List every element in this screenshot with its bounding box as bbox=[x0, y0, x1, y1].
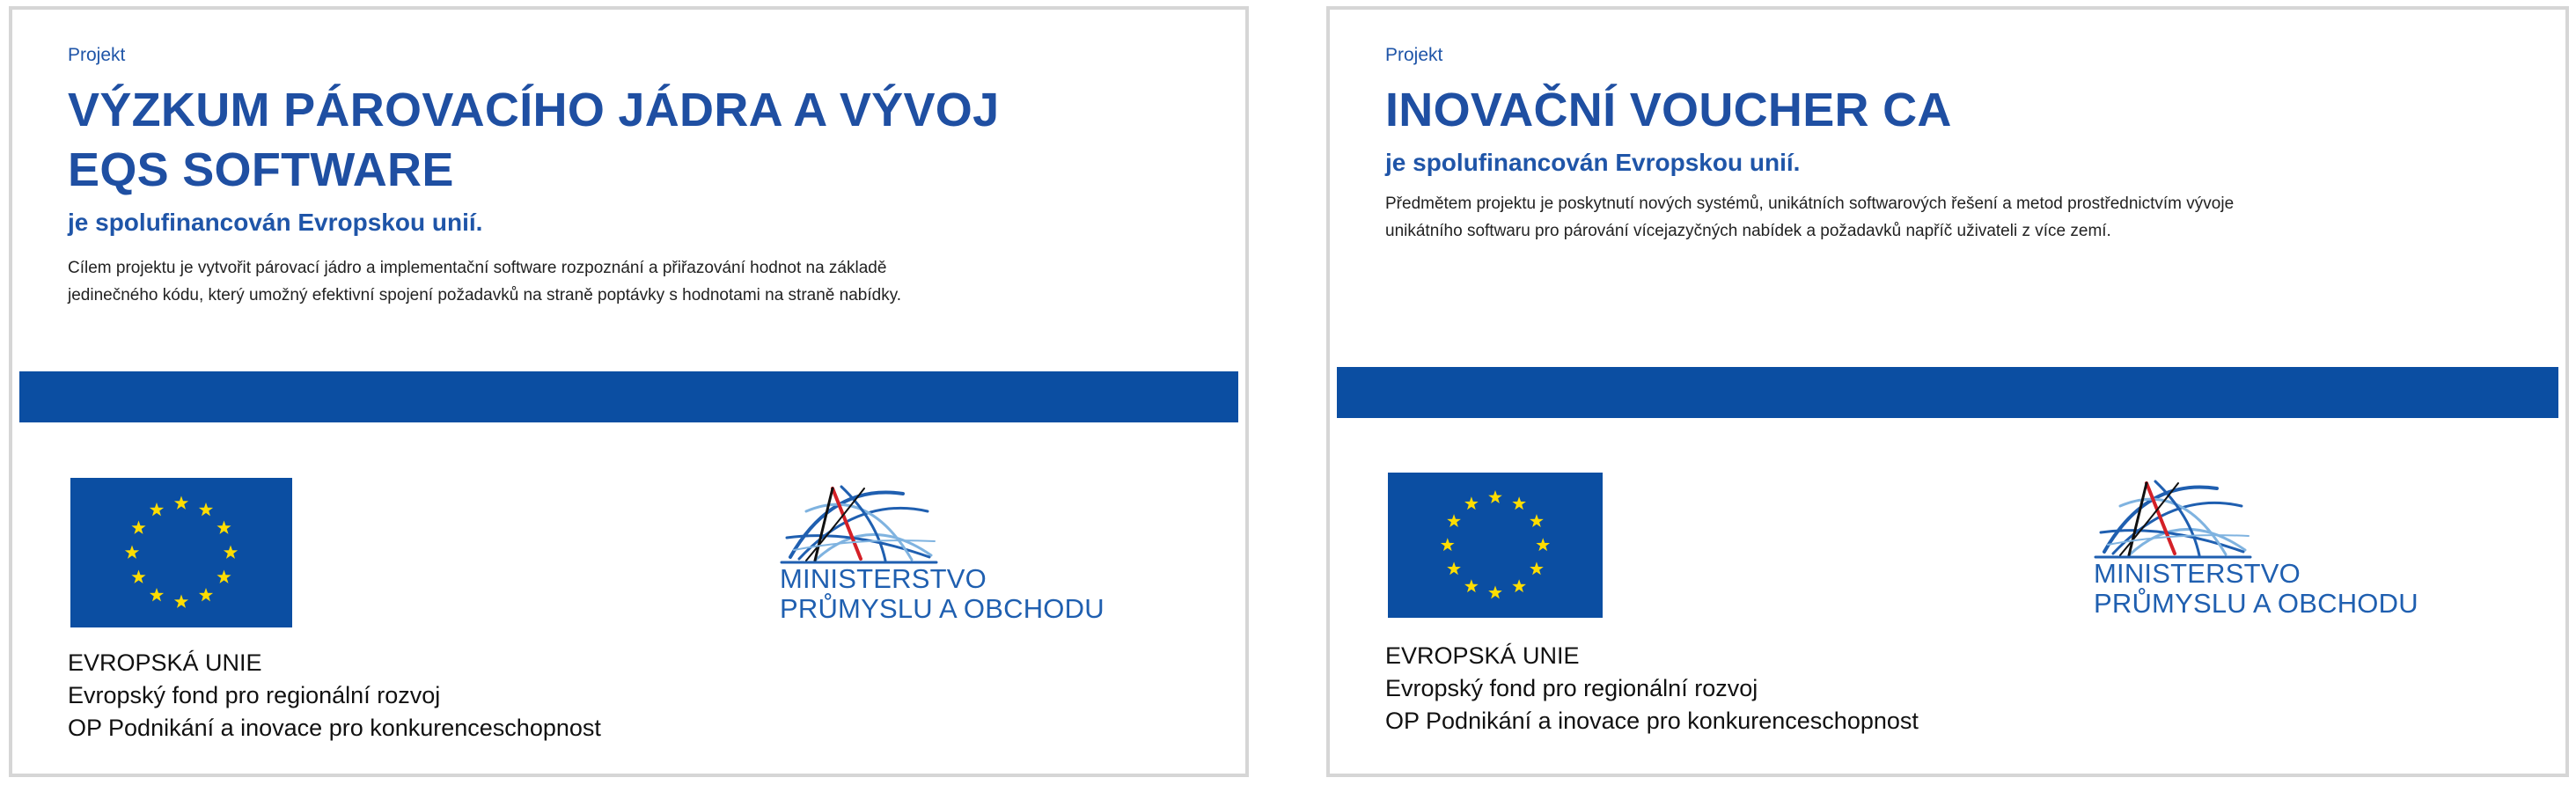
eu-flag-icon bbox=[1388, 473, 1603, 618]
mpo-name-line-2: PRŮMYSLU A OBCHODU bbox=[2094, 588, 2418, 619]
eu-star-icon bbox=[224, 546, 238, 559]
eu-star-icon bbox=[1441, 538, 1455, 551]
mpo-arc-icon bbox=[2129, 529, 2245, 555]
eu-star-icon bbox=[131, 570, 145, 583]
project-description-line-2: jedinečného kódu, který umožný efektivní spojení požadavků na straně poptávky s hodnotami na straně nabídky. bbox=[68, 286, 902, 304]
mpo-name bbox=[2094, 559, 2418, 619]
eu-text-line-1: EVROPSKÁ UNIE bbox=[68, 649, 262, 676]
project-description bbox=[68, 254, 901, 309]
eu-star-icon bbox=[1488, 585, 1502, 598]
eu-star-icon bbox=[199, 588, 213, 601]
eu-star-icon bbox=[1464, 579, 1479, 592]
eu-star-icon bbox=[1512, 579, 1526, 592]
project-title bbox=[1385, 80, 1952, 140]
mpo-name-line-2: PRŮMYSLU A OBCHODU bbox=[780, 593, 1105, 624]
eu-star-icon bbox=[1512, 496, 1526, 510]
project-description-line-2: unikátního softwaru pro párování vícejazyčných nabídek a požadavků napříč uživateli z více zemí. bbox=[1385, 222, 2111, 240]
project-title-line-1: VÝZKUM PÁROVACÍHO JÁDRA A VÝVOJ bbox=[68, 84, 1000, 136]
eu-star-icon bbox=[1488, 490, 1502, 503]
blue-band bbox=[1337, 367, 2558, 418]
eu-flag-icon bbox=[70, 478, 292, 627]
eu-star-icon bbox=[217, 570, 231, 583]
eu-text-line-1: EVROPSKÁ UNIE bbox=[1385, 642, 1580, 669]
mpo-name-line-1: MINISTERSTVO bbox=[2094, 558, 2301, 589]
blue-band bbox=[19, 371, 1238, 422]
cofinanced-subtitle: je spolufinancován Evropskou unií. bbox=[1385, 149, 1801, 176]
project-title bbox=[68, 80, 999, 200]
eu-star-icon bbox=[199, 503, 213, 516]
project-title-line-2: EQS SOFTWARE bbox=[68, 143, 454, 196]
mpo-logo bbox=[2094, 471, 2418, 619]
eu-fund-text bbox=[1385, 640, 1919, 737]
project-description-line-1: Předmětem projektu je poskytnutí nových systémů, unikátních softwarových řešení a metod prostřednictvím vývoje bbox=[1385, 194, 2235, 213]
mpo-arc-icon bbox=[815, 534, 931, 561]
project-card-eqs bbox=[9, 6, 1249, 777]
project-label: Projekt bbox=[68, 45, 126, 65]
cofinanced-subtitle: je spolufinancován Evropskou unií. bbox=[68, 209, 483, 236]
project-title-line-1: INOVAČNÍ VOUCHER CA bbox=[1385, 84, 1952, 136]
mpo-logo bbox=[780, 476, 1105, 624]
eu-star-icon bbox=[1447, 514, 1461, 527]
eu-text-line-3: OP Podnikání a inovace pro konkurenceschopnost bbox=[68, 715, 601, 741]
eu-star-icon bbox=[150, 588, 164, 601]
eu-text-line-2: Evropský fond pro regionální rozvoj bbox=[68, 682, 441, 708]
eu-star-icon bbox=[1530, 561, 1544, 575]
eu-star-icon bbox=[150, 503, 164, 516]
eu-fund-text bbox=[68, 647, 601, 745]
eu-star-icon bbox=[217, 521, 231, 534]
project-description bbox=[1385, 190, 2234, 245]
eu-star-icon bbox=[131, 521, 145, 534]
eu-star-icon bbox=[1447, 561, 1461, 575]
eu-star-icon bbox=[174, 595, 188, 608]
mpo-name-line-1: MINISTERSTVO bbox=[780, 563, 987, 594]
eu-star-icon bbox=[1464, 496, 1479, 510]
eu-text-line-2: Evropský fond pro regionální rozvoj bbox=[1385, 675, 1758, 701]
eu-star-icon bbox=[125, 546, 139, 559]
eu-star-icon bbox=[1536, 538, 1550, 551]
eu-text-line-3: OP Podnikání a inovace pro konkurenceschopnost bbox=[1385, 708, 1919, 734]
project-label: Projekt bbox=[1385, 45, 1443, 65]
mpo-logo-icon bbox=[780, 476, 938, 564]
mpo-name bbox=[780, 564, 1105, 624]
eu-star-icon bbox=[1530, 514, 1544, 527]
project-card-voucher bbox=[1326, 6, 2569, 777]
eu-star-icon bbox=[174, 496, 188, 510]
project-description-line-1: Cílem projektu je vytvořit párovací jádro a implementační software rozpoznání a přiřazování hodnot na základě bbox=[68, 259, 887, 277]
mpo-logo-icon bbox=[2094, 471, 2252, 559]
